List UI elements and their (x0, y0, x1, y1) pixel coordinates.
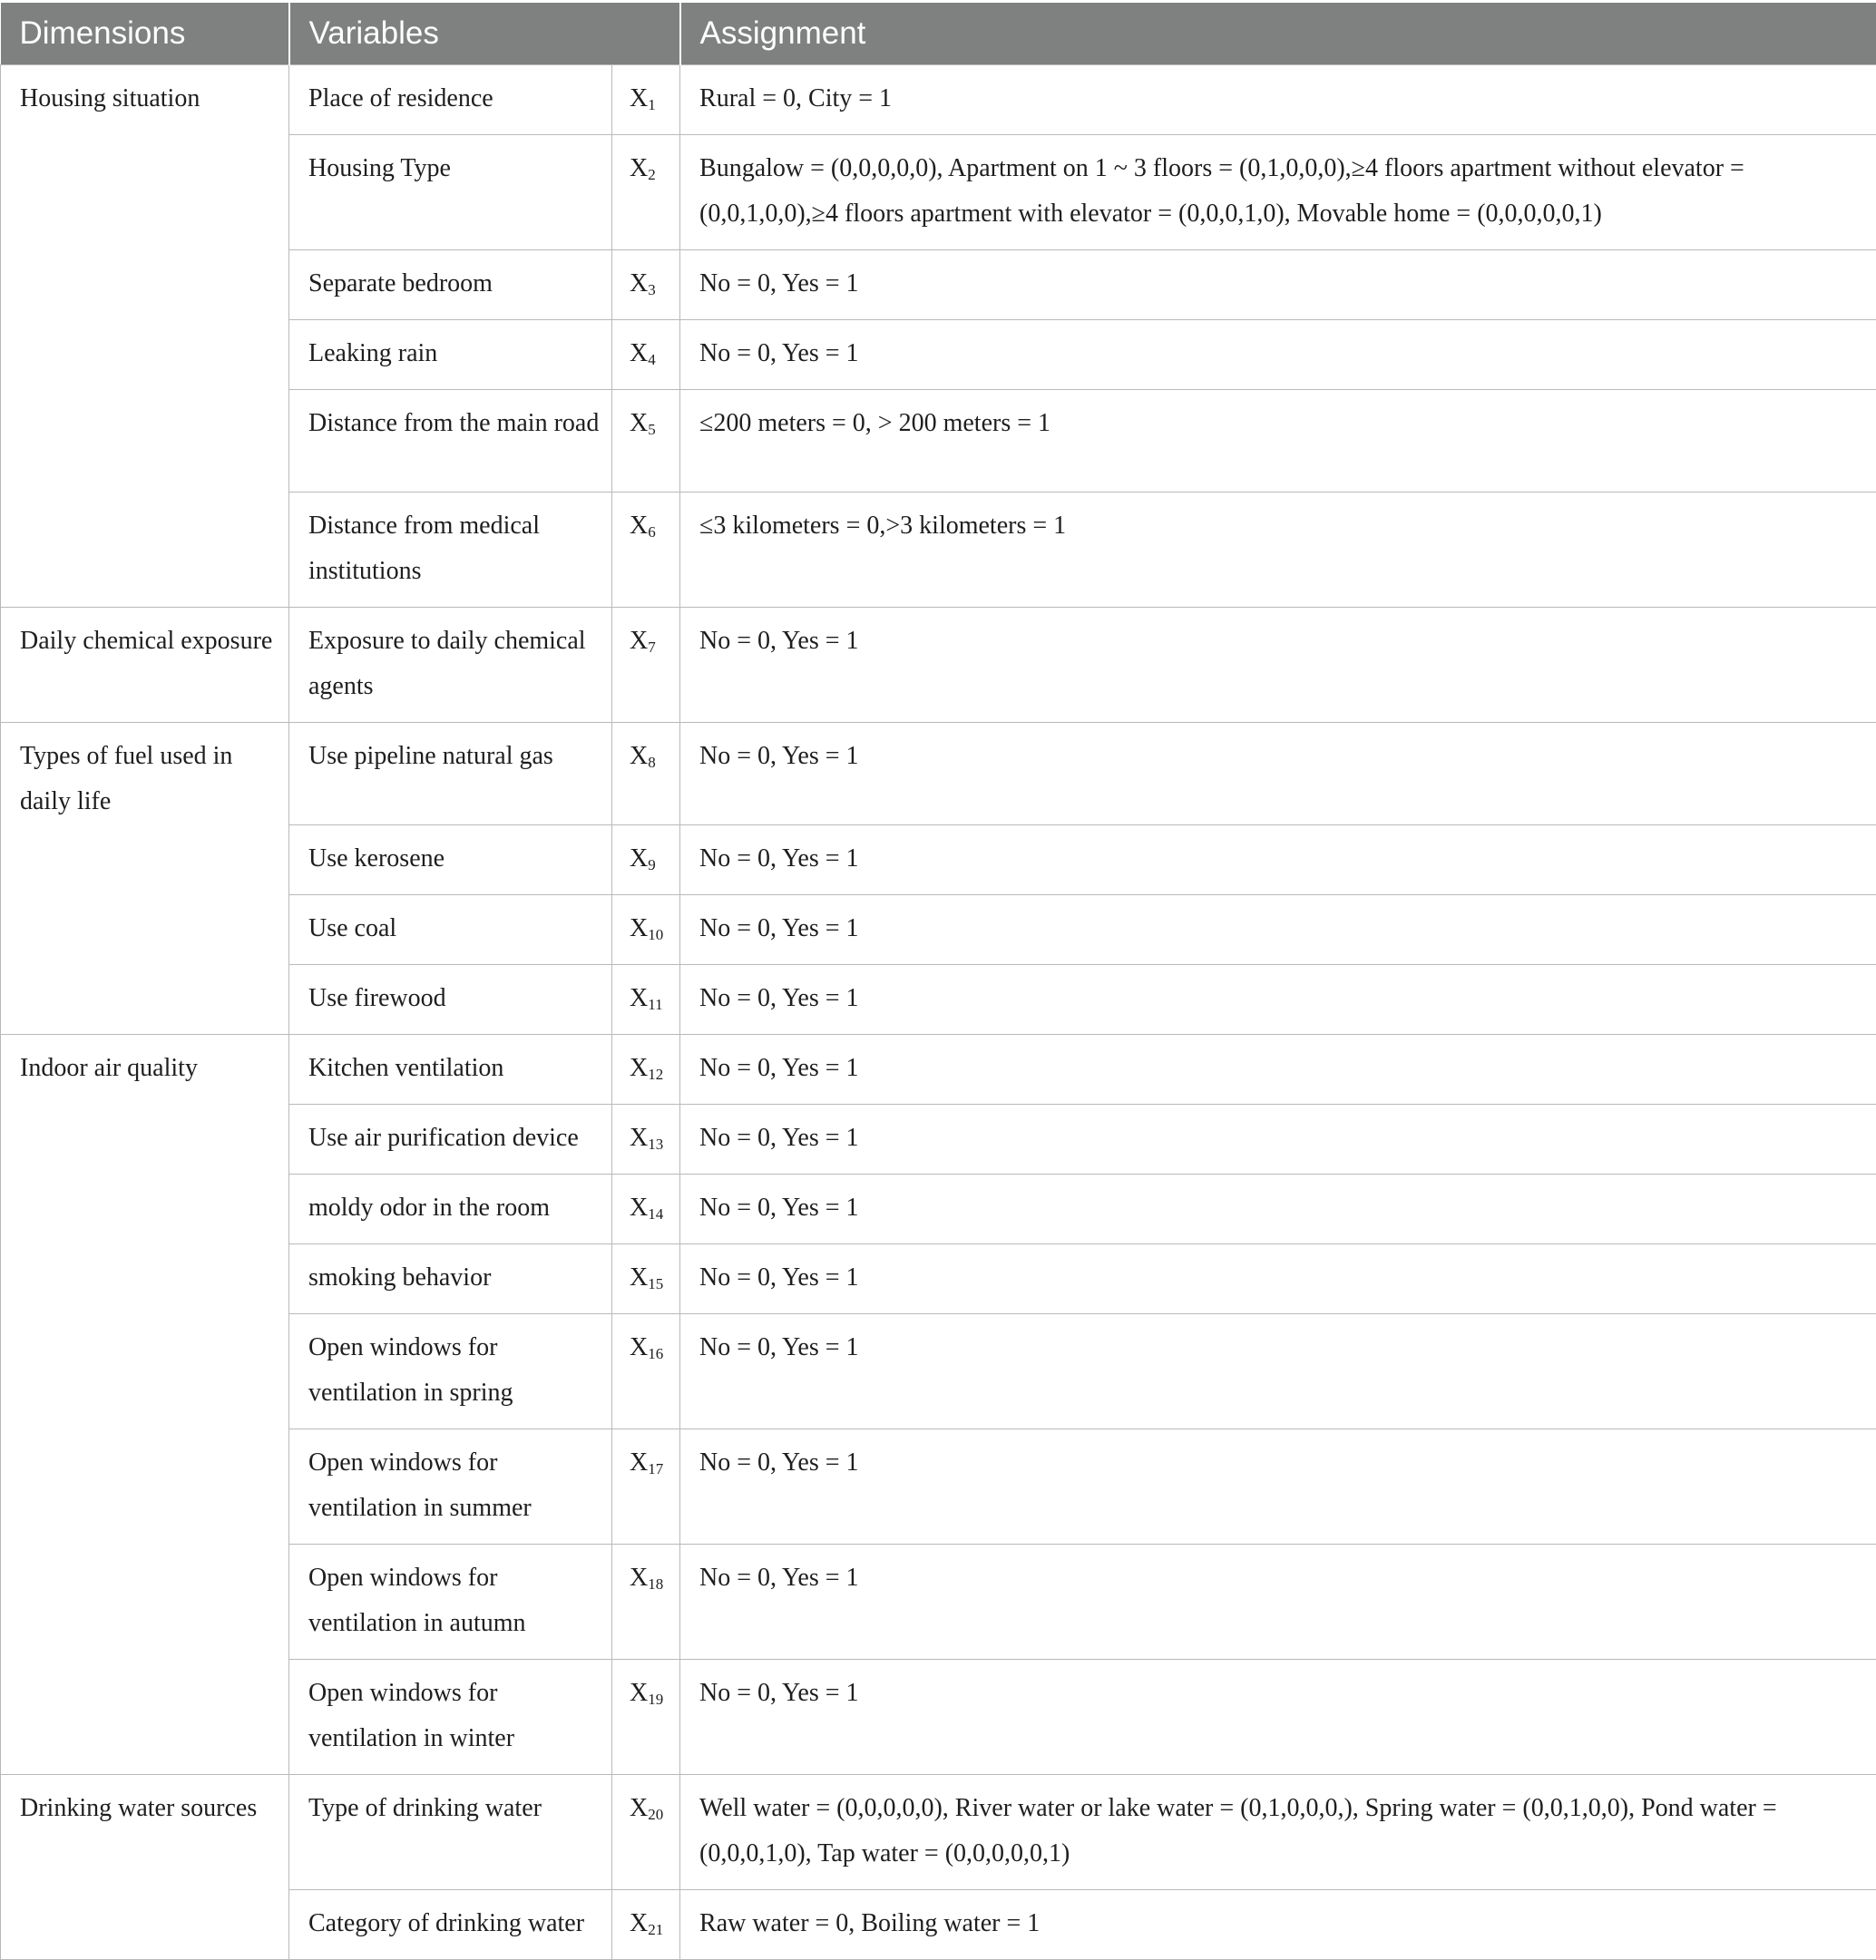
variable-code-letter: X (630, 409, 648, 437)
variable-code-letter: X (630, 1333, 648, 1361)
variable-code-letter: X (630, 1194, 648, 1222)
variable-code-subscript: 10 (648, 926, 663, 943)
variables-table (0, 3, 1876, 1960)
variable-code-cell (612, 1314, 680, 1429)
assignment-cell: No = 0, Yes = 1 (680, 320, 1876, 390)
variable-code-subscript: 7 (648, 639, 656, 656)
variable-code-cell (612, 1175, 680, 1244)
dimension-cell: Daily chemical exposure (1, 608, 289, 723)
variable-code-subscript: 2 (648, 166, 656, 183)
variable-code-letter: X (630, 154, 648, 182)
variable-code-subscript: 8 (648, 754, 656, 771)
dimension-cell: Drinking water sources (1, 1775, 289, 1960)
variable-cell: Kitchen ventilation (289, 1035, 612, 1105)
variable-code-subscript: 13 (648, 1136, 663, 1153)
variable-code-letter: X (630, 1564, 648, 1592)
variable-code-letter: X (630, 1794, 648, 1822)
variable-code-cell (612, 1545, 680, 1660)
table-row (1, 1035, 1876, 1105)
variable-code-cell (612, 250, 680, 320)
variable-cell: Open windows for ventilation in spring (289, 1314, 612, 1429)
variable-code-cell (612, 1105, 680, 1175)
assignment-cell: No = 0, Yes = 1 (680, 608, 1876, 723)
variable-cell: Place of residence (289, 65, 612, 135)
variable-cell: Use air purification device (289, 1105, 612, 1175)
variable-code-letter: X (630, 742, 648, 770)
variable-cell: Use firewood (289, 965, 612, 1035)
variable-code-letter: X (630, 84, 648, 112)
table-body (1, 65, 1876, 1960)
assignment-cell: No = 0, Yes = 1 (680, 1035, 1876, 1105)
variable-code-cell (612, 390, 680, 492)
variable-cell: Open windows for ventilation in summer (289, 1429, 612, 1545)
assignment-cell: Bungalow = (0,0,0,0,0), Apartment on 1 ~ 3 floors = (0,1,0,0,0),≥4 floors apartment without elevator = (0,0,1,0,0),≥4 floors apartment with elevator = (0,0,0,1,0), Movable home = (0,0,0,0,0,1) (680, 135, 1876, 250)
header-variables: Variables (289, 3, 680, 65)
variable-code-cell (612, 1244, 680, 1314)
variable-code-subscript: 18 (648, 1575, 663, 1593)
assignment-cell: No = 0, Yes = 1 (680, 1314, 1876, 1429)
variable-code-cell (612, 723, 680, 825)
variable-code-subscript: 12 (648, 1066, 663, 1083)
variable-code-subscript: 15 (648, 1275, 663, 1292)
variable-code-subscript: 21 (648, 1921, 663, 1938)
assignment-cell: No = 0, Yes = 1 (680, 895, 1876, 965)
variable-cell: Open windows for ventilation in winter (289, 1660, 612, 1775)
variable-code-letter: X (630, 269, 648, 297)
assignment-cell: Raw water = 0, Boiling water = 1 (680, 1890, 1876, 1960)
variable-code-cell (612, 825, 680, 895)
assignment-cell: No = 0, Yes = 1 (680, 250, 1876, 320)
assignment-cell: No = 0, Yes = 1 (680, 965, 1876, 1035)
variable-code-subscript: 9 (648, 856, 656, 873)
assignment-cell: No = 0, Yes = 1 (680, 825, 1876, 895)
variable-code-letter: X (630, 914, 648, 942)
variable-code-cell (612, 1890, 680, 1960)
assignment-cell: No = 0, Yes = 1 (680, 1429, 1876, 1545)
variable-cell: Housing Type (289, 135, 612, 250)
dimension-cell: Housing situation (1, 65, 289, 608)
variable-code-subscript: 16 (648, 1345, 663, 1362)
variable-code-cell (612, 65, 680, 135)
assignment-cell: Well water = (0,0,0,0,0), River water or lake water = (0,1,0,0,0,), Spring water = (0,0,1,0,0), Pond water = (0,0,0,1,0), Tap water = (0,0,0,0,0,1) (680, 1775, 1876, 1890)
header-row (1, 3, 1876, 65)
table-row (1, 1775, 1876, 1890)
variable-code-subscript: 3 (648, 281, 656, 298)
variable-code-subscript: 14 (648, 1205, 663, 1223)
variable-cell: Distance from medical institutions (289, 492, 612, 608)
variable-code-letter: X (630, 1124, 648, 1152)
assignment-cell: No = 0, Yes = 1 (680, 1660, 1876, 1775)
variable-cell: Leaking rain (289, 320, 612, 390)
variable-code-letter: X (630, 627, 648, 655)
assignment-cell: ≤200 meters = 0, > 200 meters = 1 (680, 390, 1876, 492)
assignment-cell: No = 0, Yes = 1 (680, 723, 1876, 825)
variable-cell: Use kerosene (289, 825, 612, 895)
variable-code-subscript: 5 (648, 421, 656, 438)
variable-cell: moldy odor in the room (289, 1175, 612, 1244)
assignment-cell: ≤3 kilometers = 0,>3 kilometers = 1 (680, 492, 1876, 608)
variable-code-letter: X (630, 984, 648, 1012)
variable-code-subscript: 17 (648, 1460, 663, 1477)
dimension-cell: Types of fuel used in daily life (1, 723, 289, 1035)
variable-code-subscript: 20 (648, 1806, 663, 1823)
variable-code-subscript: 11 (648, 996, 662, 1013)
variable-cell: Open windows for ventilation in autumn (289, 1545, 612, 1660)
assignment-cell: No = 0, Yes = 1 (680, 1244, 1876, 1314)
variable-cell: Category of drinking water (289, 1890, 612, 1960)
table-row (1, 65, 1876, 135)
variable-code-cell (612, 895, 680, 965)
variable-code-letter: X (630, 1054, 648, 1082)
variable-cell: Type of drinking water (289, 1775, 612, 1890)
variable-code-subscript: 6 (648, 523, 656, 541)
variable-code-letter: X (630, 339, 648, 367)
variable-code-cell (612, 1035, 680, 1105)
variable-code-cell (612, 608, 680, 723)
variable-code-letter: X (630, 1263, 648, 1292)
assignment-cell: Rural = 0, City = 1 (680, 65, 1876, 135)
variable-code-cell (612, 1660, 680, 1775)
variable-code-letter: X (630, 1909, 648, 1937)
table-row (1, 723, 1876, 825)
variable-code-letter: X (630, 1448, 648, 1477)
variable-code-cell (612, 1775, 680, 1890)
variable-cell: Distance from the main road (289, 390, 612, 492)
assignment-cell: No = 0, Yes = 1 (680, 1175, 1876, 1244)
variable-cell: smoking behavior (289, 1244, 612, 1314)
assignment-cell: No = 0, Yes = 1 (680, 1545, 1876, 1660)
header-dimensions: Dimensions (1, 3, 289, 65)
variable-code-cell (612, 492, 680, 608)
variable-code-cell (612, 320, 680, 390)
variable-code-letter: X (630, 512, 648, 540)
variable-code-cell (612, 1429, 680, 1545)
variable-cell: Use coal (289, 895, 612, 965)
variable-code-cell (612, 965, 680, 1035)
header-assignment: Assignment (680, 3, 1876, 65)
variable-code-letter: X (630, 1679, 648, 1707)
variable-code-subscript: 4 (648, 351, 656, 368)
variable-code-letter: X (630, 844, 648, 873)
variable-code-subscript: 19 (648, 1691, 663, 1708)
dimension-cell: Indoor air quality (1, 1035, 289, 1775)
table-row (1, 608, 1876, 723)
variable-cell: Exposure to daily chemical agents (289, 608, 612, 723)
variable-cell: Separate bedroom (289, 250, 612, 320)
variable-code-subscript: 1 (648, 96, 656, 113)
variable-code-cell (612, 135, 680, 250)
assignment-cell: No = 0, Yes = 1 (680, 1105, 1876, 1175)
variable-cell: Use pipeline natural gas (289, 723, 612, 825)
